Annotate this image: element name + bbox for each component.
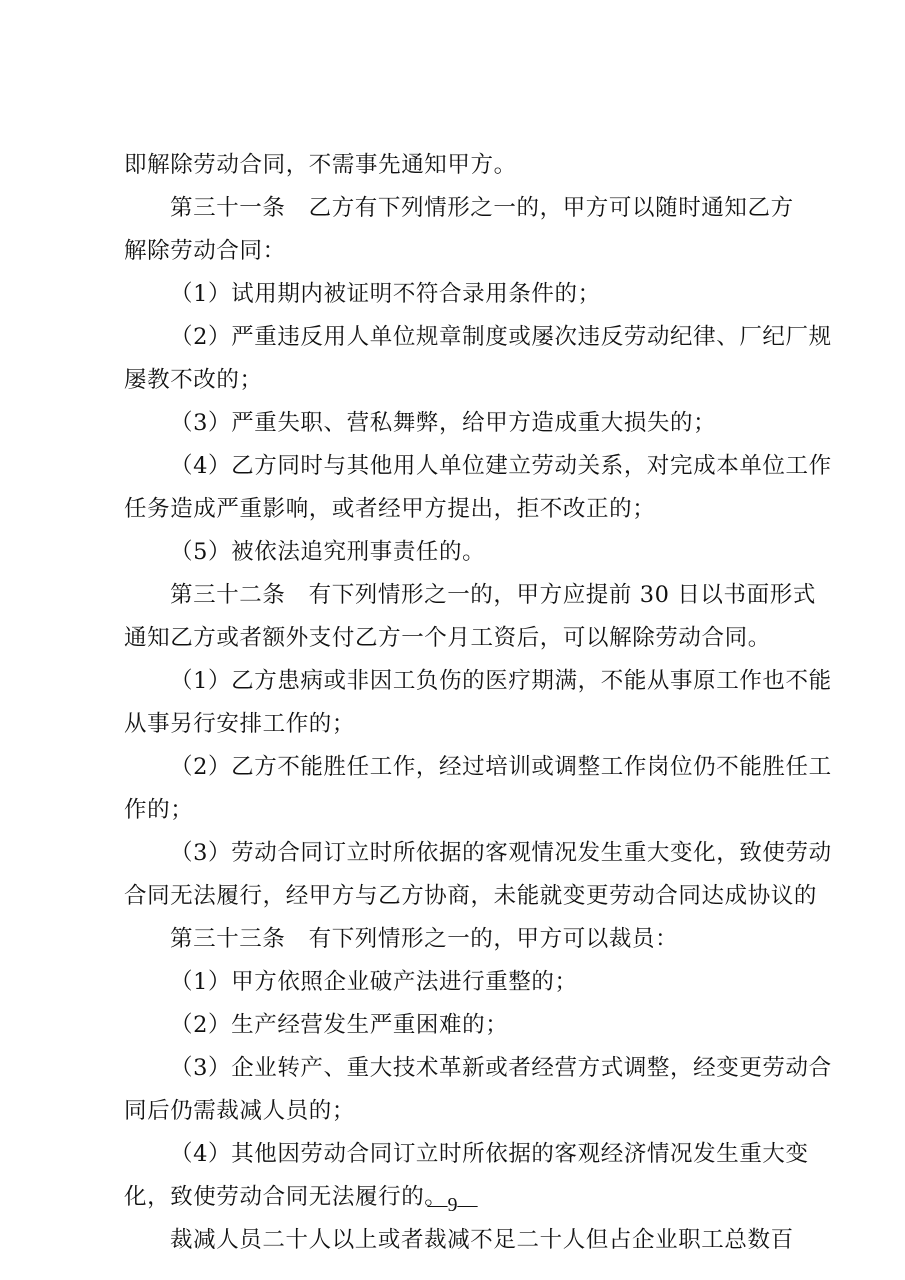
article-31-heading: 第三十一条 乙方有下列情形之一的，甲方可以随时通知乙方 (170, 195, 794, 221)
text-line: 作的； (124, 797, 194, 823)
article-33-heading: 第三十三条 有下列情形之一的，甲方可以裁员： (170, 926, 679, 952)
list-item: （2）生产经营发生严重困难的； (170, 1012, 509, 1038)
text-line: 屡教不改的； (124, 367, 263, 393)
list-item: （4）其他因劳动合同订立时所依据的客观经济情况发生重大变 (170, 1141, 809, 1167)
list-item: （3）严重失职、营私舞弊，给甲方造成重大损失的； (170, 410, 717, 436)
text-line: 任务造成严重影响，或者经甲方提出，拒不改正的； (124, 496, 656, 522)
list-item: （2）严重违反用人单位规章制度或屡次违反劳动纪律、厂纪厂规 (170, 324, 832, 350)
text-line: 通知乙方或者额外支付乙方一个月工资后，可以解除劳动合同。 (124, 625, 771, 651)
list-item: （1）乙方患病或非因工负伤的医疗期满，不能从事原工作也不能 (170, 668, 832, 694)
text-line: 解除劳动合同： (124, 238, 286, 264)
text-line: 合同无法履行，经甲方与乙方协商，未能就变更劳动合同达成协议的 (124, 883, 818, 909)
text-line: 从事另行安排工作的； (124, 711, 356, 737)
list-item: （5）被依法追究刑事责任的。 (170, 539, 486, 565)
text-line: 裁减人员二十人以上或者裁减不足二十人但占企业职工总数百 (170, 1227, 794, 1253)
text-line: 即解除劳动合同，不需事先通知甲方。 (124, 152, 517, 178)
text-line: 同后仍需裁减人员的； (124, 1098, 356, 1124)
list-item: （3）劳动合同订立时所依据的客观情况发生重大变化，致使劳动 (170, 840, 832, 866)
list-item: （1）试用期内被证明不符合录用条件的； (170, 281, 601, 307)
text-line: 化，致使劳动合同无法履行的。 (124, 1184, 448, 1210)
list-item: （4）乙方同时与其他用人单位建立劳动关系，对完成本单位工作 (170, 453, 832, 479)
article-32-heading: 第三十二条 有下列情形之一的，甲方应提前 30 日以书面形式 (170, 582, 816, 608)
list-item: （3）企业转产、重大技术革新或者经营方式调整，经变更劳动合 (170, 1055, 832, 1081)
page-number: —9— (427, 1194, 478, 1216)
list-item: （2）乙方不能胜任工作，经过培训或调整工作岗位仍不能胜任工 (170, 754, 832, 780)
list-item: （1）甲方依照企业破产法进行重整的； (170, 969, 578, 995)
